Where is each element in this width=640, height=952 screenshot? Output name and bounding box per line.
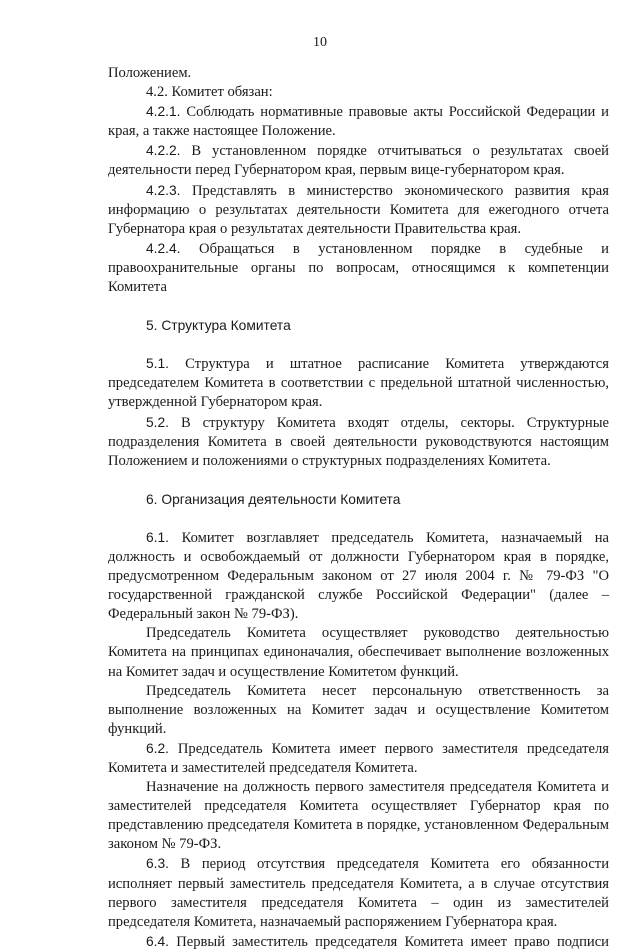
paragraph-4-2-3 (108, 181, 609, 239)
clause-number: 4.2.3. (146, 182, 181, 198)
clause-text: Соблюдать нормативные правовые акты Российской Федерации и края, а также настоящее Положение. (108, 104, 609, 140)
clause-number: 5.2. (146, 414, 170, 430)
paragraph-6-4 (108, 932, 609, 952)
clause-text: Структура и штатное расписание Комитета утверждаются председателем Комитета в соответствии с предельной штатной численностью, утвержденной Губернатором края. (108, 356, 609, 411)
paragraph-5-1 (108, 354, 609, 412)
clause-number: 4.2.2. (146, 143, 181, 159)
page-number: 10 (313, 35, 327, 50)
clause-number: 6.2. (146, 740, 170, 756)
clause-number: 6.4. (146, 933, 170, 949)
clause-text: В период отсутствия председателя Комитета его обязанности исполняет первый заместитель председателя Комитета, а в случае отсутствия первого заместителя председателя Комитета – один из заместителей председателя Комитета, назначаемый распоряжением Губернатора края. (108, 856, 609, 930)
clause-number: 5.1. (146, 356, 170, 372)
clause-number: 6.3. (146, 856, 170, 872)
paragraph-continuation: Положением. (108, 65, 192, 81)
clause-text: Комитет возглавляет председатель Комитета, назначаемый на должность и освобождаемый от должности Губернатором края в порядке, предусмотренном Федеральным законом от 27 июля 2004 г. № 79-ФЗ "О государственной гражданской службе Российской Федерации" (далее – Федеральный закон № 79-ФЗ). (108, 529, 609, 623)
clause-text: Первый заместитель председателя Комитета имеет право подписи (169, 933, 609, 950)
clause-text: Обращаться в установленном порядке в судебные и правоохранительные органы по вопросам, относящимся к компетенции Комитета (108, 240, 609, 296)
clause-text: Представлять в министерство экономического развития края информацию о результатах деятельности Комитета для ежегодного отчета Губернатора края о результатах деятельности Правительства края. (108, 182, 609, 237)
paragraph-6-3 (108, 854, 609, 931)
paragraph-6-1-b: Председатель Комитета осуществляет руководство деятельностью Комитета на принципах единоначалия, обеспечивает выполнение возложенных на Комитет задач и осуществление Комитетом функций. (108, 625, 609, 680)
paragraph-5-2 (108, 413, 609, 471)
paragraph-4-2: 4.2. Комитет обязан: (146, 84, 273, 101)
clause-text: В структуру Комитета входят отделы, секторы. Структурные подразделения Комитета в своей деятельности руководствуются настоящим Положением и положениями о структурных подразделениях Комитета. (108, 414, 609, 469)
section-heading-6: 6. Организация деятельности Комитета (146, 491, 401, 507)
paragraph-4-2-1 (108, 102, 609, 141)
clause-text: В установленном порядке отчитываться о результатах своей деятельности перед Губернатором края, первым вице-губернатором края. (108, 143, 609, 179)
section-heading-5: 5. Структура Комитета (146, 318, 291, 334)
clause-number: 4.2.1. (146, 104, 181, 120)
paragraph-6-2-b: Назначение на должность первого заместителя председателя Комитета и заместителей председателя Комитета осуществляет Губернатор края по представлению председателя Комитета в порядке, установленном Федеральным законом № 79-ФЗ. (108, 779, 609, 853)
clause-number: 4.2.4. (146, 240, 181, 256)
paragraph-6-2 (108, 739, 609, 778)
document-body (108, 64, 609, 952)
clause-text: Председатель Комитета имеет первого заместителя председателя Комитета и заместителей председателя Комитета. (108, 740, 609, 776)
paragraph-4-2-2 (108, 141, 609, 180)
clause-number: 6.1. (146, 529, 170, 545)
paragraph-6-1 (108, 528, 609, 624)
paragraph-4-2-4 (108, 239, 609, 297)
paragraph-6-1-c: Председатель Комитета несет персональную ответственность за выполнение возложенных на Комитет задач и осуществление Комитетом функций. (108, 682, 609, 737)
